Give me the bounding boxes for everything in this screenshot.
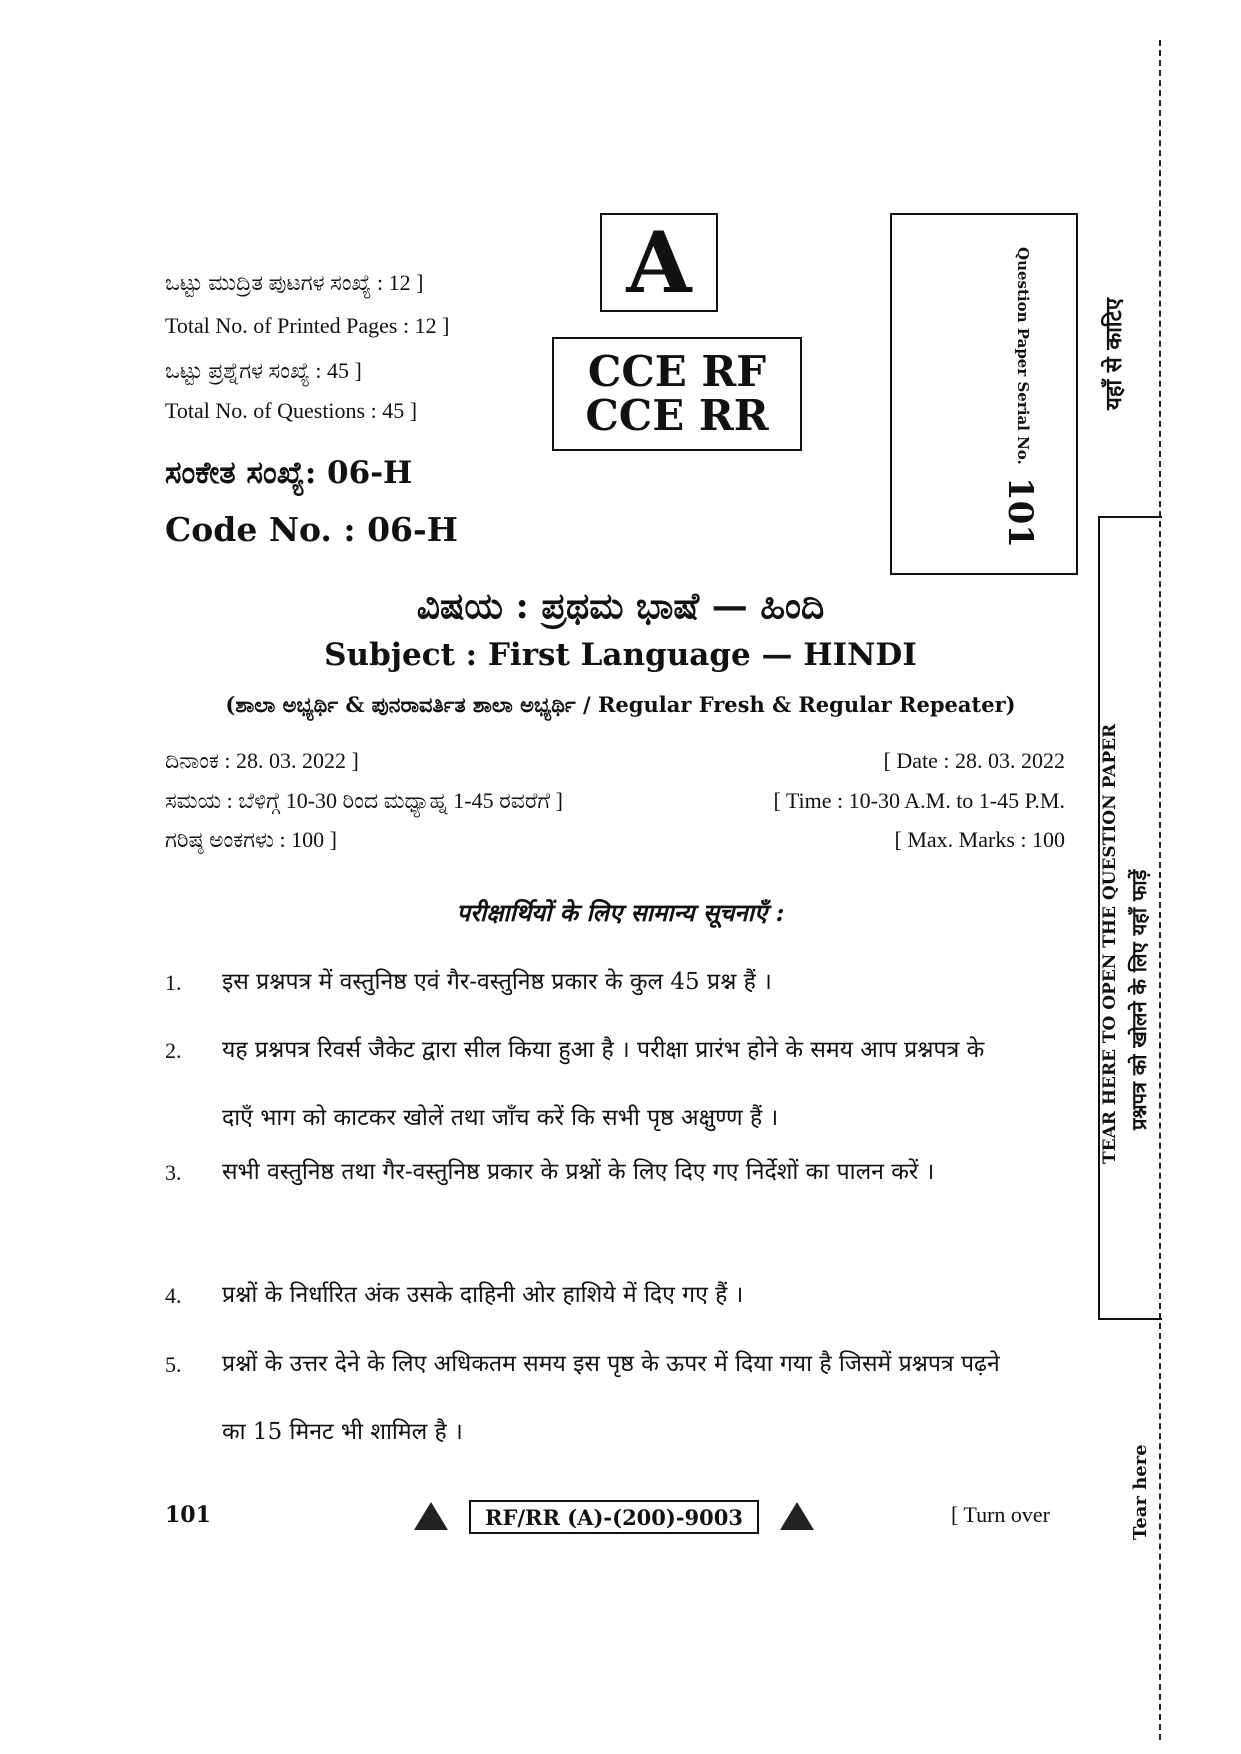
printed-pages-en: Total No. of Printed Pages : 12 ]: [165, 313, 450, 338]
instructions-title: परीक्षार्थियों के लिए सामान्य सूचनाएँ :: [456, 898, 785, 927]
instruction-number: 2.: [165, 1038, 182, 1063]
code-number-en: Code No. : 06-H: [165, 510, 458, 549]
instruction-number: 4.: [165, 1283, 182, 1308]
subject-kannada: ವಿಷಯ : ಪ್ರಥಮ ಭಾಷೆ — ಹಿಂದಿ: [416, 585, 825, 627]
instruction-text: प्रश्नों के निर्धारित अंक उसके दाहिनी ओर हाशिये में दिए गए हैं ।: [222, 1282, 744, 1308]
time-en: [ Time : 10-30 A.M. to 1-45 P.M.: [773, 788, 1065, 813]
marks-kn: ಗರಿಷ್ಠ ಅಂಕಗಳು : 100 ]: [165, 827, 337, 852]
tear-instruction-en: TEAR HERE TO OPEN THE QUESTION PAPER: [1100, 723, 1120, 1164]
instruction-number: 5.: [165, 1352, 182, 1377]
version-letter-box: [600, 213, 718, 312]
code-number-kn: ಸಂಕೇತ ಸಂಖ್ಯೆ: 06-H: [165, 455, 413, 491]
page-code: 101: [165, 1502, 211, 1528]
tear-instruction-hi: प्रश्नपत्र को खोलने के लिए यहाँ फाड़ें: [1127, 869, 1151, 1130]
print-code: RF/RR (A)-(200)-9003: [485, 1504, 743, 1530]
total-questions-en: Total No. of Questions : 45 ]: [165, 398, 418, 423]
subject-english: Subject : First Language — HINDI: [324, 637, 917, 673]
exam-type-line-2: CCE RR: [585, 391, 769, 440]
tear-top-hindi: यहाँ से काटिए: [1101, 298, 1127, 410]
serial-number-box: [890, 213, 1078, 575]
marks-en: [ Max. Marks : 100: [894, 827, 1065, 852]
printed-pages-kn: ಒಟ್ಟು ಮುದ್ರಿತ ಪುಟಗಳ ಸಂಖ್ಯೆ : 12 ]: [165, 270, 424, 295]
instruction-number: 1.: [165, 970, 182, 995]
exam-type-line-1: CCE RF: [587, 346, 767, 396]
time-kn: ಸಮಯ : ಬೆಳಿಗ್ಗೆ 10-30 ರಿಂದ ಮಧ್ಯಾಹ್ನ 1-45 ರವರೆಗೆ ]: [165, 788, 563, 813]
date-kn: ದಿನಾಂಕ : 28. 03. 2022 ]: [165, 748, 359, 773]
tear-here-label: Tear here: [1130, 1444, 1151, 1540]
instruction-text: इस प्रश्नपत्र में वस्तुनिष्ठ एवं गैर-वस्तुनिष्ठ प्रकार के कुल 45 प्रश्न हैं ।: [222, 969, 772, 995]
triangle-marker-left: [414, 1502, 448, 1530]
instruction-text: सभी वस्तुनिष्ठ तथा गैर-वस्तुनिष्ठ प्रकार के प्रश्नों के लिए दिए गए निर्देशों का पालन करें ।: [222, 1159, 935, 1185]
triangle-marker-right: [780, 1502, 814, 1530]
date-en: [ Date : 28. 03. 2022: [883, 748, 1065, 773]
instruction-number: 3.: [165, 1160, 182, 1185]
serial-label: Question Paper Serial No.: [1014, 247, 1032, 465]
instruction-text: यह प्रश्नपत्र रिवर्स जैकेट द्वारा सील किया हुआ है । परीक्षा प्रारंभ होने के समय आप प्रश्नपत्र के दाएँ भाग को काटकर खोलें तथा जाँच करें कि सभी पृष्ठ अक्षुण्ण हैं ।: [222, 1037, 985, 1131]
candidate-type: (ಶಾಲಾ ಅಭ್ಯರ್ಥಿ & ಪುನರಾವರ್ತಿತ ಶಾಲಾ ಅಭ್ಯರ್ಥಿ / Regular Fresh & Regular Repeater): [225, 692, 1016, 717]
exam-type-box: [552, 337, 802, 451]
instruction-text: प्रश्नों के उत्तर देने के लिए अधिकतम समय इस पृष्ठ के ऊपर में दिया गया है जिसमें प्रश्नपत्र पढ़ने का 15 मिनट भी शामिल है ।: [222, 1351, 1000, 1445]
version-letter: A: [626, 212, 692, 312]
serial-number: 101: [1000, 477, 1040, 548]
turn-over: [ Turn over: [951, 1502, 1051, 1527]
print-code-box: [469, 1500, 759, 1534]
total-questions-kn: ಒಟ್ಟು ಪ್ರಶ್ನೆಗಳ ಸಂಖ್ಯೆ : 45 ]: [165, 358, 362, 383]
